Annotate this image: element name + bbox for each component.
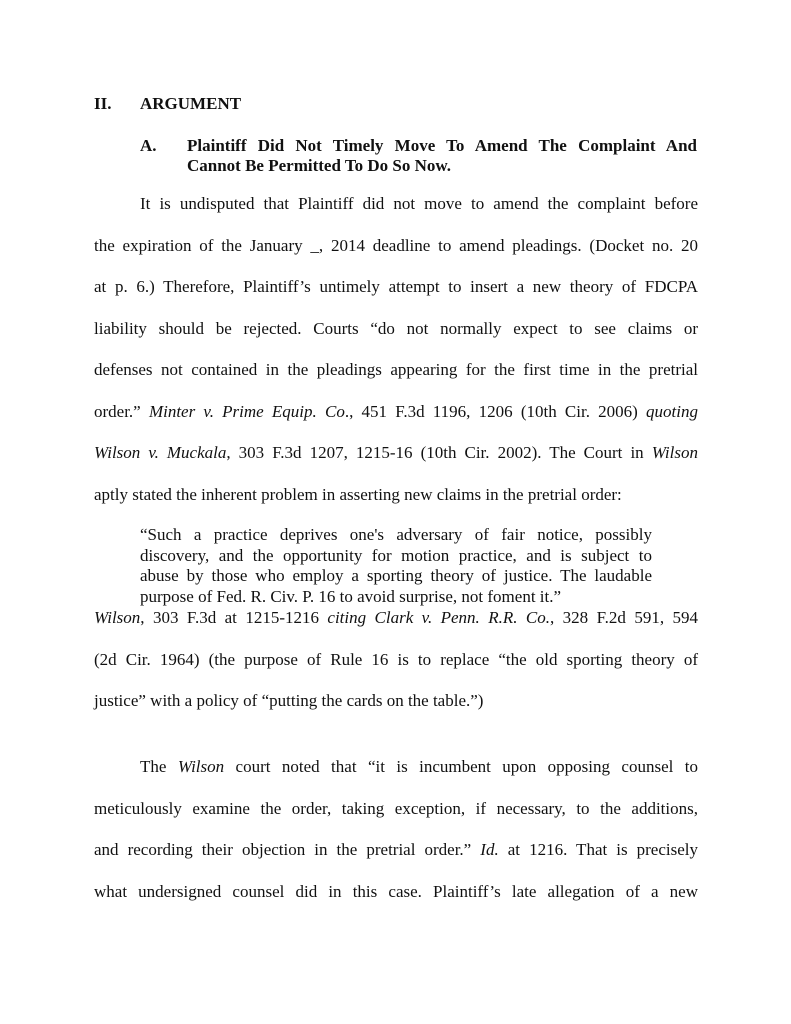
text-run: court noted that “it is incumbent upon opposing counsel to bbox=[224, 757, 698, 776]
case-citation: citing Clark v. Penn. R.R. Co. bbox=[327, 608, 550, 627]
text-run: order.” bbox=[94, 401, 149, 421]
subsection-title bbox=[187, 136, 697, 176]
text-line: justice” with a policy of “putting the cards on the table.”) bbox=[94, 691, 484, 710]
text-run: , 303 F.3d at 1215-1216 bbox=[140, 608, 328, 627]
text-line: meticulously examine the order, taking exception, if necessary, to the additions, bbox=[94, 798, 698, 818]
block-quote bbox=[140, 525, 652, 607]
text-line: liability should be rejected. Courts “do not normally expect to see claims or bbox=[94, 318, 698, 338]
case-citation: Minter v. Prime Equip. Co bbox=[148, 401, 345, 421]
text-line: the expiration of the January _, 2014 deadline to amend pleadings. (Docket no. 20 bbox=[94, 235, 698, 255]
subsection-letter: A. bbox=[140, 136, 157, 155]
text-line: aptly stated the inherent problem in asserting new claims in the pretrial order: bbox=[94, 484, 622, 504]
paragraph-undisputed bbox=[94, 183, 698, 515]
case-name: Wilson bbox=[94, 608, 141, 627]
quote-line: purpose of Fed. R. Civ. P. 16 to avoid surprise, not foment it.” bbox=[140, 586, 562, 606]
text-line bbox=[94, 746, 698, 788]
text-run: , 303 F.3d 1207, 1215-16 (10th Cir. 2002). The Court in bbox=[226, 443, 652, 462]
case-name: Wilson bbox=[651, 443, 698, 462]
text-line bbox=[94, 391, 698, 433]
subsection-title-line: Plaintiff Did Not Timely Move To Amend The Complaint And bbox=[187, 136, 697, 155]
text-run: ., 451 F.3d 1196, 1206 (10th Cir. 2006) bbox=[344, 401, 647, 421]
section-title: ARGUMENT bbox=[140, 94, 242, 113]
text-run: The bbox=[140, 757, 178, 776]
citation-signal: quoting bbox=[646, 401, 698, 421]
text-line: It is undisputed that Plaintiff did not move to amend the complaint before bbox=[140, 194, 698, 213]
text-run: at 1216. That is precisely bbox=[498, 840, 698, 859]
text-run: , 328 F.2d 591, 594 bbox=[550, 608, 699, 627]
text-line bbox=[94, 829, 698, 871]
quote-line: “Such a practice deprives one's adversary of fair notice, possibly bbox=[140, 525, 652, 544]
text-line bbox=[94, 597, 698, 639]
text-line bbox=[94, 432, 698, 474]
text-line: what undersigned counsel did in this case. Plaintiff’s late allegation of a new bbox=[94, 881, 698, 901]
case-name: Wilson bbox=[177, 757, 225, 776]
paragraph-wilson-court bbox=[94, 746, 698, 912]
text-line: (2d Cir. 1964) (the purpose of Rule 16 is to replace “the old sporting theory of bbox=[94, 649, 698, 669]
section-number: II. bbox=[94, 94, 112, 113]
section-heading bbox=[94, 94, 241, 114]
paragraph-citation bbox=[94, 597, 698, 722]
text-line: at p. 6.) Therefore, Plaintiff’s untimely attempt to insert a new theory of FDCPA bbox=[94, 277, 698, 296]
text-run: and recording their objection in the pretrial order.” bbox=[94, 840, 481, 859]
quote-line: abuse by those who employ a sporting theory of justice. The laudable bbox=[140, 566, 652, 585]
subsection-heading bbox=[140, 136, 697, 176]
text-line: defenses not contained in the pleadings appearing for the first time in the pretrial bbox=[94, 360, 698, 379]
id-citation: Id. bbox=[480, 840, 499, 859]
quote-line: discovery, and the opportunity for motion practice, and is subject to bbox=[140, 545, 652, 565]
case-citation: Wilson v. Muckala bbox=[94, 443, 227, 462]
subsection-title-line: Cannot Be Permitted To Do So Now. bbox=[187, 156, 451, 175]
